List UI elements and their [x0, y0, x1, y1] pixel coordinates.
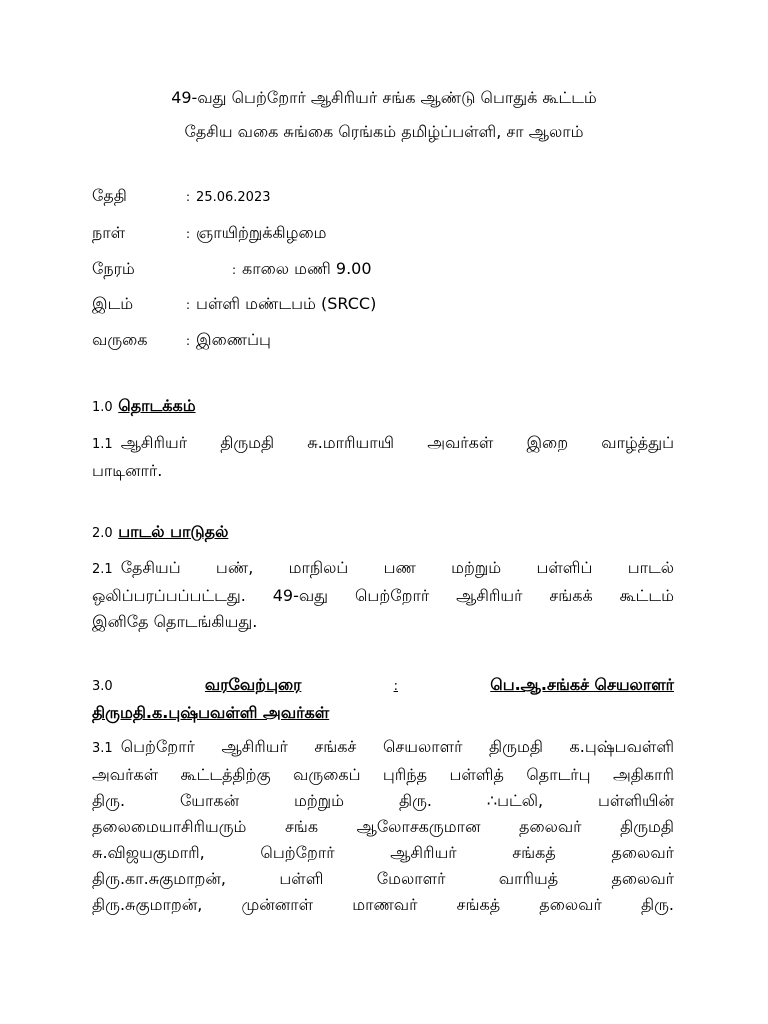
- section3-number: 3.0: [92, 679, 113, 694]
- meta-date-value: 25.06.2023: [196, 190, 271, 205]
- section1-number: 1.0: [92, 400, 113, 415]
- section2-item-number: 2.1: [92, 562, 113, 577]
- meta-place-row: [92, 294, 376, 315]
- section1-paragraph: [92, 430, 674, 484]
- section1-item-number: 1.1: [92, 437, 113, 452]
- section2-line2: ஒலிப்பரப்பப்பட்டது. 49-வது பெற்றோர் ஆசிரியர் சங்கக் கூட்டம்: [92, 586, 674, 605]
- section1-line2: பாடினார்.: [92, 461, 163, 480]
- section1-title: தொடக்கம்: [118, 396, 196, 415]
- section3-line4: தலைமையாசிரியரும் சங்க ஆலோசகருமான தலைவர் திருமதி: [92, 817, 674, 836]
- document-title-line1: 49-வது பெற்றோர் ஆசிரியர் சங்க ஆண்டு பொதுக் கூட்டம்: [171, 88, 597, 107]
- meta-colon: :: [186, 298, 191, 312]
- meta-attendance-value: இணைப்பு: [196, 330, 271, 349]
- section3-line5: சு.விஜயகுமாரி, பெற்றோர் ஆசிரியர் சங்கத் தலைவர்: [92, 843, 674, 862]
- section2-line3: இனிதே தொடங்கியது.: [92, 612, 258, 631]
- meta-colon: :: [186, 227, 191, 241]
- meta-colon: :: [232, 263, 237, 277]
- section3-line7: திரு.சுகுமாறன், முன்னாள் மாணவர் சங்கத் தலைவர் திரு.: [92, 895, 674, 914]
- meta-time-value: காலை மணி 9.00: [242, 259, 372, 278]
- section3-heading-line2: திருமதி.க.புஷ்பவள்ளி அவர்கள்: [92, 703, 330, 722]
- section3-item-number: 3.1: [92, 741, 113, 756]
- section2-line1: [92, 555, 674, 583]
- section3-line3: திரு. யோகன் மற்றும் திரு. ∴பட்லி, பள்ளியின்: [92, 791, 674, 810]
- meta-day-label: நாள்: [92, 223, 126, 242]
- meta-date-label: தேதி: [92, 186, 127, 205]
- section1-line1: [92, 430, 674, 458]
- section1-heading: [92, 396, 196, 417]
- section3-colon: :: [393, 679, 398, 694]
- section2-line1-text: தேசியப் பண், மாநிலப் பண மற்றும் பள்ளிப் பாடல்: [120, 558, 674, 577]
- meta-attendance-label: வருகை: [92, 330, 148, 349]
- meta-place-label: இடம்: [92, 294, 134, 313]
- section2-heading: [92, 522, 228, 543]
- meta-colon: :: [186, 190, 191, 204]
- section2-title: பாடல் பாடுதல்: [118, 522, 229, 541]
- section3-heading-line1: [92, 672, 674, 700]
- section3-title: வரவேற்புரை: [204, 675, 302, 694]
- section3-heading: [92, 672, 674, 726]
- meta-time-label: நேரம்: [92, 259, 135, 278]
- meta-date-row: [92, 186, 270, 207]
- document-title-line2: தேசிய வகை சுங்கை ரெங்கம் தமிழ்ப்பள்ளி, சா ஆலாம்: [184, 122, 584, 141]
- section1-line1-text: ஆசிரியர் திருமதி சு.மாரியாயி அவர்கள் இறை வாழ்த்துப்: [120, 433, 674, 452]
- section2-paragraph: [92, 555, 674, 635]
- meta-colon: :: [186, 334, 191, 348]
- section3-title-part2: பெ.ஆ.சங்கச் செயலாளர்: [490, 675, 674, 694]
- section3-paragraph: [92, 734, 674, 918]
- section3-line1-text: பெற்றோர் ஆசிரியர் சங்கச் செயலாளர் திருமதி க.புஷ்பவள்ளி: [120, 737, 674, 756]
- meta-day-value: ஞாயிற்றுக்கிழமை: [196, 223, 327, 242]
- section3-line2: அவர்கள் கூட்டத்திற்கு வருகைப் புரிந்த பள்ளித் தொடர்பு அதிகாரி: [92, 765, 674, 784]
- section3-line6: திரு.கா.சுகுமாறன், பள்ளி மேலாளர் வாரியத் தலைவர்: [92, 869, 674, 888]
- meta-time-row: [92, 259, 372, 280]
- meta-attendance-row: [92, 330, 271, 351]
- meta-day-row: [92, 223, 327, 244]
- section3-line1: [92, 734, 674, 762]
- section2-number: 2.0: [92, 526, 113, 541]
- meta-place-value: பள்ளி மண்டபம் (SRCC): [196, 294, 377, 313]
